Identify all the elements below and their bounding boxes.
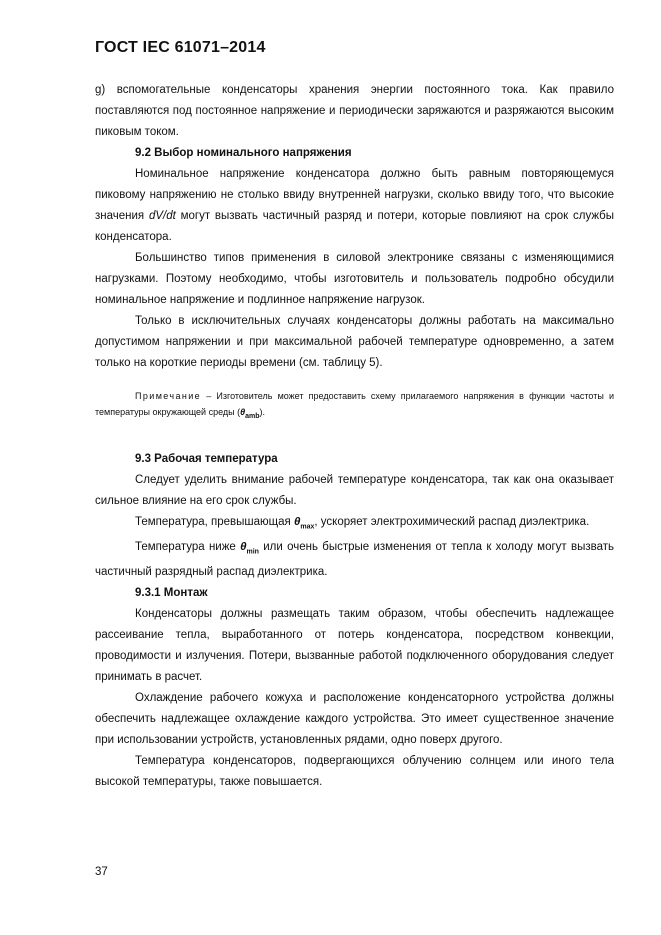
note-label: Примечание: [135, 391, 202, 401]
section-heading-9-3-1: 9.3.1 Монтаж: [135, 587, 208, 600]
paragraph-mounting: Конденсаторы должны размещать таким образом, чтобы обеспечить надлежащее рассеивание тепла, выработанного от потерь конденсатора, посредством конвекции, проводимости и излучения. Потери, вызванные работой подключенного оборудования следует принимать в расчет.: [95, 608, 614, 684]
paragraph-theta-max: Температура, превышающая $\theta_{max}$, ускоряет электрохимический распад диэлектрика.: [135, 515, 590, 531]
page-number: 37: [95, 866, 108, 878]
paragraph-theta-min: Температура ниже $\theta_{min}$ или очень быстрые изменения от тепла к холоду могут вызвать частичный разрядный распад диэлектрика.: [95, 541, 614, 579]
theta-max-symbol: $\theta_{max}$: [293, 515, 315, 531]
paragraph-solar-exposure: Температура конденсаторов, подвергающихся облучению солнцем или иного тела высокой температуры, также повышается.: [95, 755, 614, 789]
document-header: ГОСТ IEC 61071–2014: [95, 39, 266, 56]
paragraph-rated-voltage: [95, 164, 614, 248]
document-body: [95, 80, 614, 793]
note-text: – Изготовитель может предоставить схему прилагаемого напряжения в функции частоты и температуры окружающей среды (: [95, 391, 614, 417]
paragraph-text: Номинальное напряжение конденсатора должно быть равным повторяющемуся пиковому напряжению не столько ввиду внутренней нагрузки, сколько ввиду того, что высокие значения: [95, 168, 614, 222]
paragraph-item-g: g) вспомогательные конденсаторы хранения энергии постоянного тока. Как правило поставляются под постоянное напряжение и периодически заряжаются и разряжаются высоким пиковым током.: [95, 84, 614, 138]
paragraph-operating-temperature: Следует уделить внимание рабочей температуре конденсатора, так как она оказывает сильное влияние на его срок службы.: [95, 473, 614, 507]
theta-min-symbol: $\theta_{min}$: [240, 541, 259, 556]
paragraph-load-types: Большинство типов применения в силовой электронике связаны с изменяющимися нагрузками. Поэтому необходимо, чтобы изготовитель и пользователь подробно обсудили номинальное напряжение и подлинное напряжение нагрузок.: [95, 252, 614, 306]
paragraph-text: могут вызвать частичный разряд и потери, которые повлияют на срок службы конденсатора.: [95, 210, 614, 243]
note-end: ).: [259, 407, 266, 417]
section-heading-9-2: 9.2 Выбор номинального напряжения: [135, 147, 352, 159]
paragraph-cooling: Охлаждение рабочего кожуха и расположение конденсаторного устройства должны обеспечить надлежащее охлаждение каждого устройства. Это имеет существенное значение при использовании устройств, установленных рядами, одно поверх другого.: [95, 692, 614, 747]
section-heading-9-3: 9.3 Рабочая температура: [135, 452, 278, 465]
note: [95, 388, 614, 425]
paragraph-exceptional-cases: Только в исключительных случаях конденсаторы должны работать на максимально допустимом напряжении и при максимальной рабочей температуре одновременно, а затем только на короткие периоды времени (см. таблицу 5).: [95, 315, 614, 369]
theta-amb-symbol: $\theta_{amb}$: [240, 407, 260, 420]
dvdt-symbol: dV/dt: [148, 210, 176, 222]
